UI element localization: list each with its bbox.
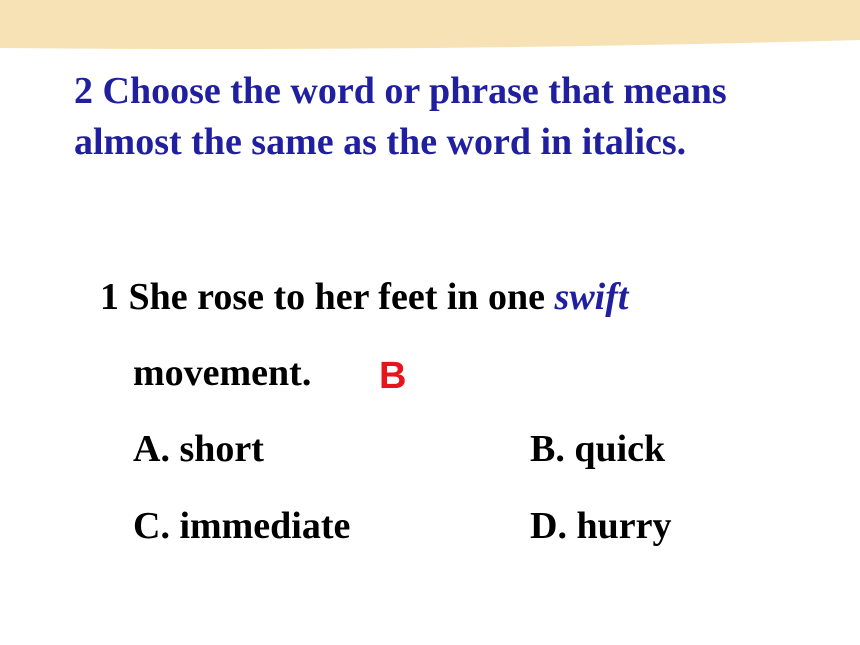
option-b: B. quick [530, 428, 666, 470]
top-band-shape [0, 0, 860, 52]
question-text: 1 She rose to her feet in one [100, 276, 555, 318]
option-a: A. short [133, 428, 264, 470]
question-line-2: movement. [133, 352, 312, 394]
question-line-1 [100, 272, 628, 322]
instruction-heading: 2 Choose the word or phrase that means almost the same as the word in italics. [74, 70, 727, 163]
decorative-top-band [0, 0, 860, 52]
option-d: D. hurry [530, 505, 672, 547]
answer-marker: B [379, 355, 407, 397]
question-keyword: swift [554, 276, 629, 318]
option-c: C. immediate [133, 505, 351, 547]
